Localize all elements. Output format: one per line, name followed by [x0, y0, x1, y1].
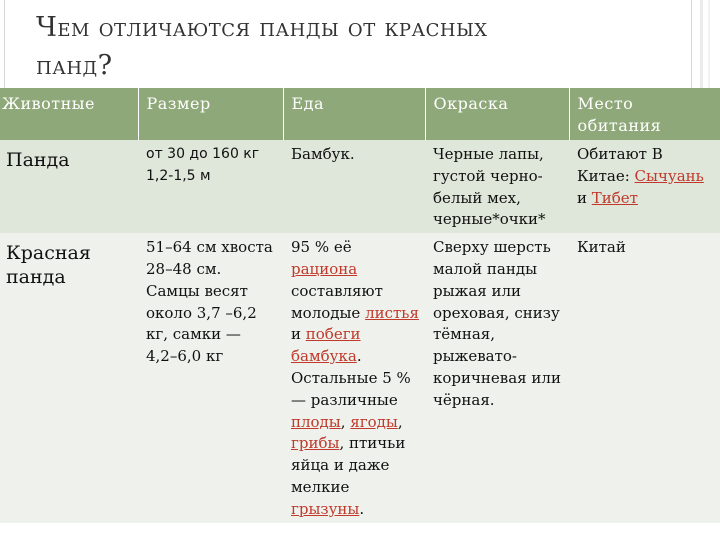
page-title	[36, 10, 676, 86]
link-diet[interactable]: рациона	[291, 259, 358, 278]
link-mushrooms[interactable]: грибы	[291, 434, 340, 453]
decorative-bars	[694, 0, 720, 92]
title-line1: ем отличаются панды от красных	[57, 13, 488, 43]
header-food: Еда	[283, 88, 425, 140]
table-row	[0, 140, 720, 233]
food-text: , птичьи яйца и даже мелкие	[291, 434, 406, 496]
food-text: 95 % её	[291, 238, 352, 257]
cell-food: Бамбук.	[283, 140, 425, 233]
cell-size: от 30 до 160 кг 1,2-1,5 м	[138, 140, 283, 233]
cell-animal: Красная панда	[0, 233, 138, 522]
habitat-text: Обитают В Китае:	[577, 145, 663, 185]
link-rodents[interactable]: грызуны	[291, 499, 360, 518]
cell-food	[283, 233, 425, 522]
header-habitat: Место обитания	[569, 88, 720, 140]
title-first-letter: Ч	[36, 12, 58, 43]
food-text: ,	[340, 412, 351, 431]
comparison-table	[0, 88, 720, 523]
link-shoots[interactable]: побеги	[305, 325, 361, 344]
food-text: . Остальные 5 % — различные	[291, 347, 411, 409]
food-text: составляют молодые	[291, 281, 383, 322]
header-coloring: Окраска	[425, 88, 569, 140]
link-berries[interactable]: ягоды	[350, 412, 398, 431]
link-bamboo[interactable]: бамбука	[291, 347, 357, 366]
food-text: .	[359, 499, 365, 518]
cell-habitat	[569, 140, 720, 233]
decor-bar	[708, 0, 710, 92]
cell-size: 51–64 см хвоста 28–48 см. Самцы весят около 3,7 –6,2 кг, самки — 4,2–6,0 кг	[138, 233, 283, 522]
cell-coloring: Сверху шерсть малой панды рыжая или ореховая, снизу тёмная, рыжевато-коричневая или чёрная.	[425, 233, 569, 522]
link-tibet[interactable]: Тибет	[591, 188, 638, 207]
decor-bar	[700, 0, 703, 92]
food-text: и	[291, 325, 306, 344]
table-row	[0, 233, 720, 522]
title-question-mark: ?	[97, 50, 113, 81]
food-text: ,	[397, 412, 403, 431]
header-size: Размер	[138, 88, 283, 140]
cell-habitat: Китай	[569, 233, 720, 522]
header-animals: Животные	[0, 88, 138, 140]
link-sichuan[interactable]: Сычуань	[634, 166, 704, 185]
habitat-text: и	[577, 188, 592, 207]
title-line2: панд	[36, 51, 98, 81]
cell-coloring: Черные лапы, густой черно-белый мех, черные*очки*	[425, 140, 569, 233]
link-leaves[interactable]: листья	[365, 303, 419, 322]
cell-animal: Панда	[0, 140, 138, 233]
link-fruits[interactable]: плоды	[291, 412, 341, 431]
table-header-row	[0, 88, 720, 140]
